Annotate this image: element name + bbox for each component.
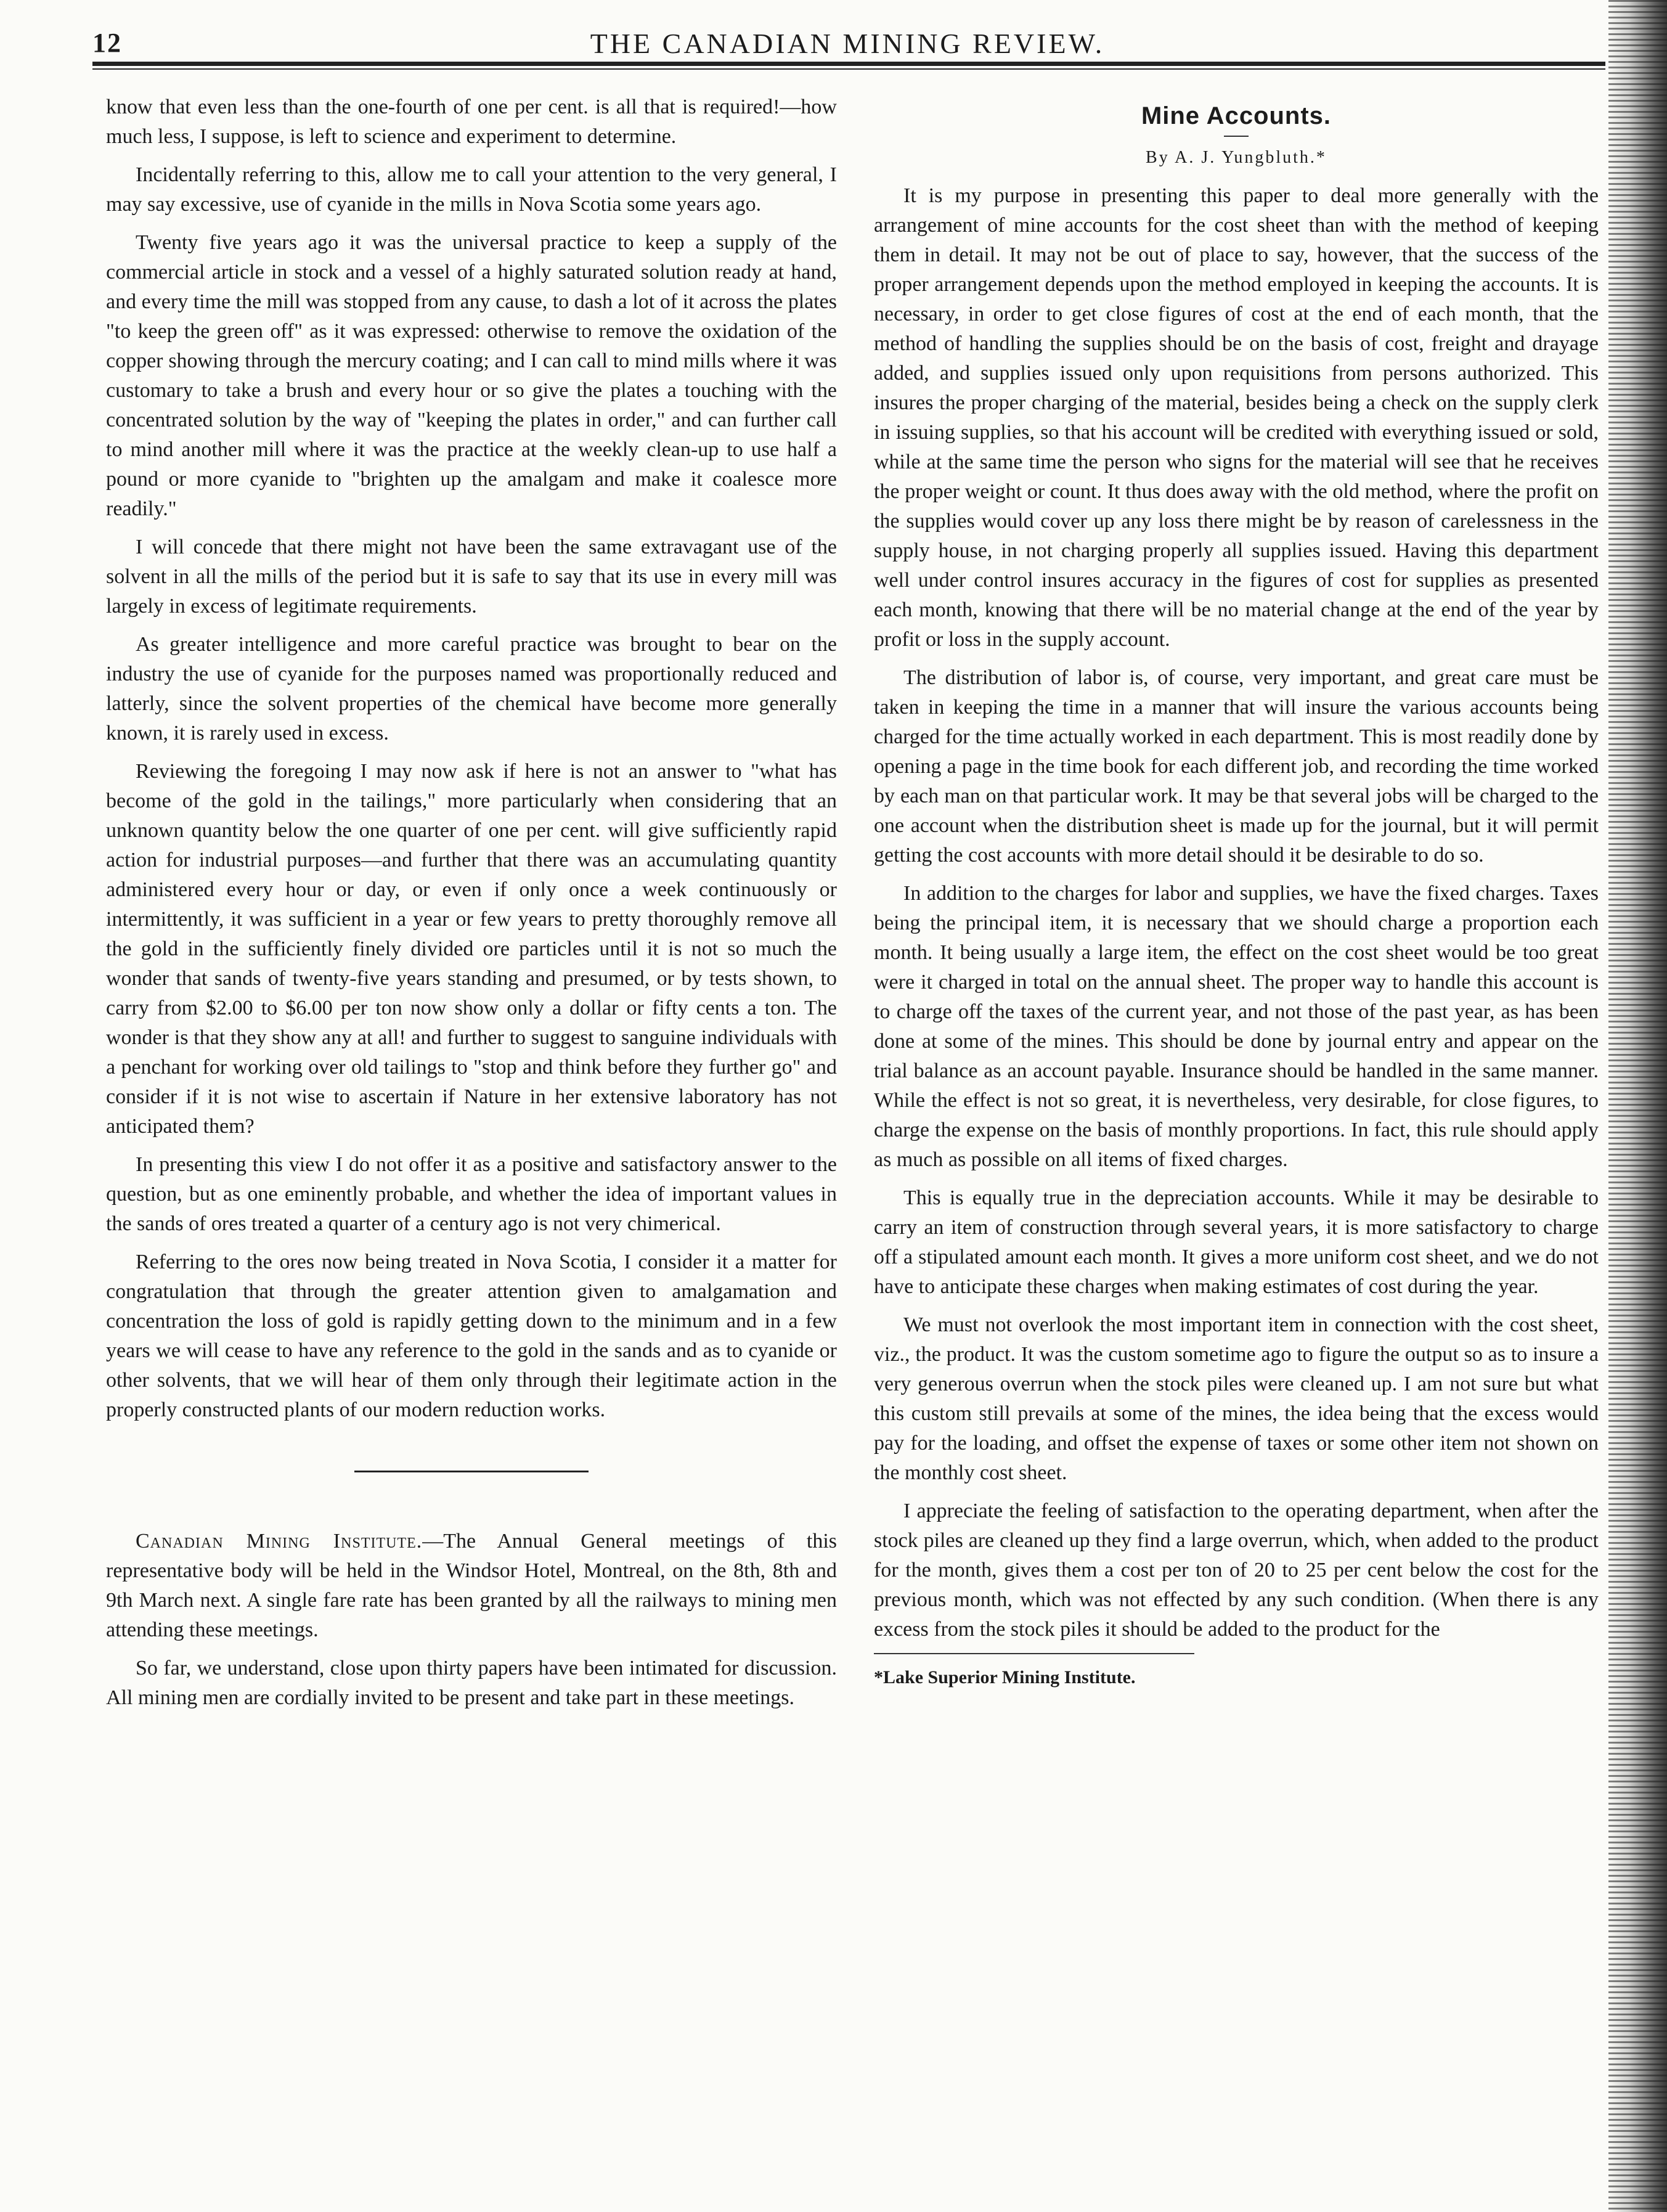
right-paragraph-4: This is equally true in the depreciation accounts. While it may be desirable to carry an item of construction through several years, it is more satisfactory to charge off a stipulated amount each month. It gives a more uniform cost sheet, and we do not have to anticipate these charges when making estimates of cost during the year.	[874, 1186, 1599, 1298]
left-paragraph-8: Referring to the ores now being treated in Nova Scotia, I consider it a matter for congratulation that through the greater attention given to amalgamation and concentration the loss of gold is rapidly getting down to the minimum and in a few years we will cease to have any reference to the gold in the sands and as to cyanide or other solvents, that we will hear of them only through their legitimate action in the properly constructed plants of our modern reduction works.	[106, 1251, 837, 1421]
running-title: THE CANADIAN MINING REVIEW.	[590, 28, 1105, 59]
right-paragraph-2: The distribution of labor is, of course, very important, and great care must be taken in keeping the time in a manner that will insure the various accounts being charged for the time actually worked in each department. This is most readily done by opening a page in the time book for each different job, and recording the time worked by each man on that particular work. It may be that several jobs will be charged to the one account when the distribution sheet is made up for the journal, but it will permit getting the cost accounts with more detail should it be desirable to do so.	[874, 666, 1599, 867]
institute-name: Canadian Mining Institute.	[136, 1530, 423, 1553]
page-number: 12	[92, 28, 122, 58]
right-paragraph-3: In addition to the charges for labor and supplies, we have the fixed charges. Taxes being the principal item, it is necessary that we should charge a proportion each month. It being usually a large item, the effect on the cost sheet would be too great were it charged in total on the annual sheet. The proper way to handle this account is to charge off the taxes of the current year, and not those of the past year, as has been done at some of the mines. This should be done by journal entry and appear on the trial balance as an account payable. Insurance should be handled in the same manner. While the effect is not so great, it is nevertheless, very desirable, for close figures, to charge the expense on the basis of monthly proportions. In fact, this rule should apply as much as possible on all items of fixed charges.	[874, 882, 1599, 1171]
left-paragraph-6: Reviewing the foregoing I may now ask if here is not an answer to "what has become of the gold in the tailings," more particularly when considering that an unknown quantity below the one quarter of one per cent. will give sufficiently rapid action for industrial purposes—and further that there was an accumulating quantity administered every hour or day, or even if only once a week continuously or intermittently, it was sufficient in a year or few years to pretty thoroughly remove all the gold in the sufficiently finely divided ore particles until it is not so much the wonder that sands of twenty-five years standing and presumed, or by tests shown, to carry from $2.00 to $6.00 per ton now show only a dollar or fifty cents a ton. The wonder is that they show any at all! and further to suggest to sanguine individuals with a penchant for working over old tailings to "stop and think before they further go" and consider if it is not wise to ascertain if Nature in her extensive laboratory has not anticipated them?	[106, 760, 837, 1138]
right-paragraph-5: We must not overlook the most important item in connection with the cost sheet, viz., the product. It was the custom sometime ago to figure the output so as to insure a very generous overrun when the stock piles were cleaned up. I am not sure but what this custom still prevails at some of the mines, the idea being that the excess would pay for the loading, and offset the expense of taxes or some other item not shown on the monthly cost sheet.	[874, 1313, 1599, 1484]
left-paragraph-7: In presenting this view I do not offer it as a positive and satisfactory answer to the question, but as one eminently probable, and whether the idea of important values in the sands of ores treated a quarter of a century ago is not very chimerical.	[106, 1153, 837, 1235]
right-paragraph-6: I appreciate the feeling of satisfaction to the operating department, when after the stock piles are cleaned up they find a large overrun, which, when added to the product for the month, gives them a cost per ton of 20 to 25 per cent below the cost for the previous month, which was not effected by any such condition. (When there is any excess from the stock piles it should be added to the product for the	[874, 1500, 1599, 1641]
left-paragraph-5: As greater intelligence and more careful practice was brought to bear on the industry the use of cyanide for the purposes named was proportionally reduced and latterly, since the solvent properties of the chemical have become more generally known, it is rarely used in excess.	[106, 633, 837, 745]
right-paragraph-1: It is my purpose in presenting this paper to deal more generally with the arrangement of mine accounts for the cost sheet than with the method of keeping them in detail. It may not be out of place to say, however, that the success of the proper arrangement depends upon the method employed in keeping the accounts. It is necessary, in order to get close figures of cost at the end of each month, that the method of handling the supplies should be on the basis of cost, freight and drayage added, and supplies issued only upon requisitions from persons authorized. This insures the proper charging of the material, besides being a check on the supply clerk in issuing supplies, so that his account will be credited with everything issued or sold, while at the same time the person who signs for the material will see that he receives the proper weight or count. It thus does away with the old method, where the profit on the supplies would cover up any loss there might be by reason of carelessness in the supply house, in not charging properly all supplies issued. Having this department well under control insures accuracy in the figures of cost for supplies as presented each month, knowing that there will be no material change at the end of the year by profit or loss in the supply account.	[874, 184, 1599, 651]
left-paragraph-4: I will concede that there might not have been the same extravagant use of the solvent in all the mills of the period but it is safe to say that its use in every mill was largely in excess of legitimate requirements.	[106, 536, 837, 618]
institute-closing-paragraph: So far, we understand, close upon thirty papers have been intimated for discussion. All mining men are cordially invited to be present and take part in these meetings.	[106, 1657, 837, 1709]
scan-edge-artifact	[1608, 0, 1667, 2212]
left-paragraph-2: Incidentally referring to this, allow me to call your attention to the very general, I may say excessive, use of cyanide in the mills in Nova Scotia some years ago.	[106, 163, 837, 216]
institute-notice-text: —The Annual General meetings of this representative body will be held in the Windsor Hotel, Montreal, on the 8th, 8th and 9th March next. A single fare rate has been granted by all the railways to mining men attending these meetings.	[106, 1530, 837, 1641]
article-byline: By A. J. Yungbluth.*	[1146, 148, 1327, 167]
article-separator	[354, 1471, 589, 1472]
footnote: *Lake Superior Mining Institute.	[874, 1653, 1194, 1690]
left-column	[106, 92, 837, 1721]
header-rule	[92, 62, 1605, 70]
title-rule	[1224, 136, 1249, 137]
article-title: Mine Accounts.	[1141, 102, 1332, 129]
left-paragraph-1: know that even less than the one-fourth of one per cent. is all that is required!—how much less, I suppose, is left to science and experiment to determine.	[106, 96, 837, 148]
right-column	[874, 92, 1599, 1699]
institute-notice	[106, 1527, 837, 1645]
left-paragraph-3: Twenty five years ago it was the universal practice to keep a supply of the commercial article in stock and a vessel of a highly saturated solution ready at hand, and every time the mill was stopped from any cause, to dash a lot of it across the plates "to keep the green off" as it was expressed: otherwise to remove the oxidation of the copper showing through the mercury coating; and I can call to mind mills where it was customary to take a brush and every hour or so give the plates a touching with the concentrated solution by the way of "keeping the plates in order," and can further call to mind another mill where it was the practice at the weekly clean-up to use half a pound or more cyanide to "brighten up the amalgam and make it coalesce more readily."	[106, 231, 837, 520]
